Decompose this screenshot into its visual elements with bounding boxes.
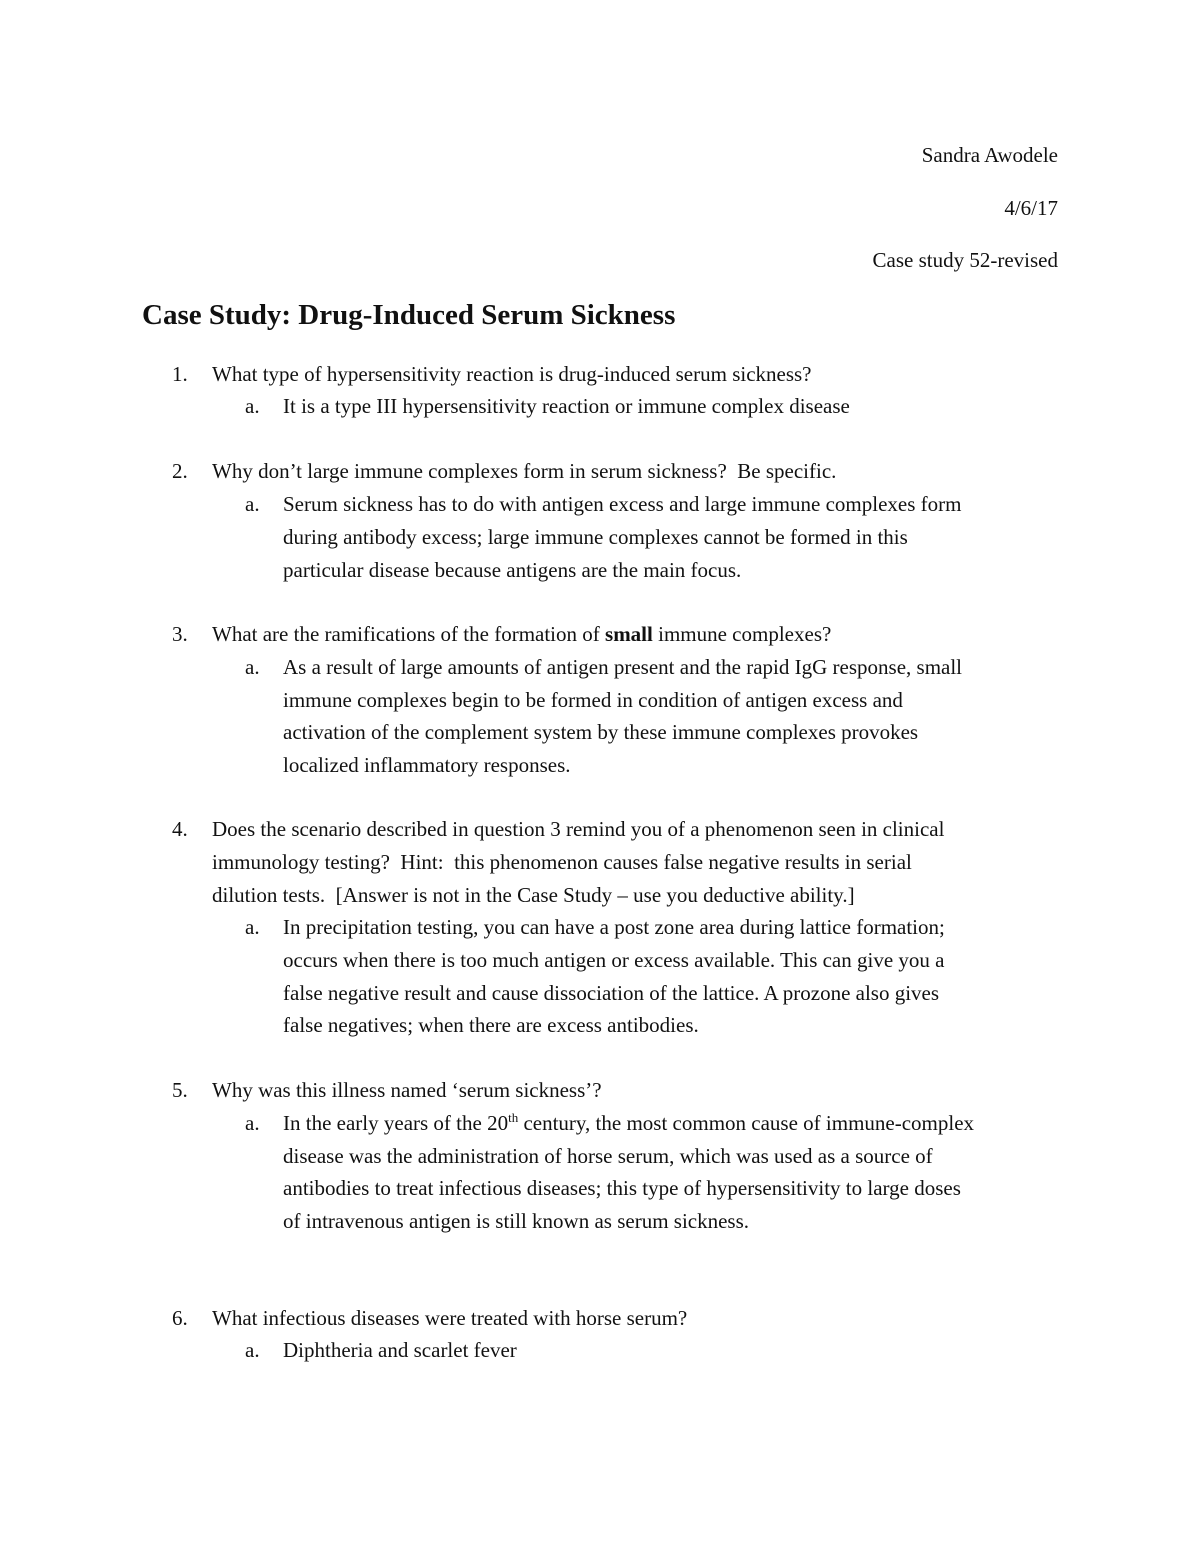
answer-letter: a. xyxy=(245,1111,260,1135)
question-number: 1. xyxy=(172,362,188,386)
question-text: Why don’t large immune complexes form in serum sickness? Be specific. xyxy=(212,459,837,483)
assignment-label: Case study 52-revised xyxy=(872,248,1058,272)
answer-letter: a. xyxy=(245,1338,260,1362)
answer-text: particular disease because antigens are the main focus. xyxy=(283,558,742,582)
question-text: What infectious diseases were treated with horse serum? xyxy=(212,1306,688,1330)
answer-text: disease was the administration of horse serum, which was used as a source of xyxy=(283,1144,933,1168)
answer-text: antibodies to treat infectious diseases; this type of hypersensitivity to large doses xyxy=(283,1176,961,1200)
answer-text: during antibody excess; large immune complexes cannot be formed in this xyxy=(283,525,908,549)
emphasis-small: small xyxy=(605,622,653,646)
answer-letter: a. xyxy=(245,394,260,418)
question-number: 4. xyxy=(172,817,188,841)
answer-text: false negative result and cause dissociation of the lattice. A prozone also gives xyxy=(283,981,940,1005)
question-text: dilution tests. [Answer is not in the Case Study – use you deductive ability.] xyxy=(212,883,855,907)
answer-text: It is a type III hypersensitivity reaction or immune complex disease xyxy=(283,394,850,418)
answer-text: occurs when there is too much antigen or excess available. This can give you a xyxy=(283,948,945,972)
answer-text: false negatives; when there are excess antibodies. xyxy=(283,1013,699,1037)
answer-letter: a. xyxy=(245,655,260,679)
answer-letter: a. xyxy=(245,492,260,516)
question-text: Why was this illness named ‘serum sickness’? xyxy=(212,1078,602,1102)
answer-text: localized inflammatory responses. xyxy=(283,753,571,777)
answer-text: As a result of large amounts of antigen present and the rapid IgG response, small xyxy=(283,655,963,679)
answer-text: of intravenous antigen is still known as serum sickness. xyxy=(283,1209,750,1233)
question-number: 2. xyxy=(172,459,188,483)
question-text: Does the scenario described in question 3 remind you of a phenomenon seen in clinical xyxy=(212,817,945,841)
question-number: 3. xyxy=(172,622,188,646)
answer-text: In precipitation testing, you can have a post zone area during lattice formation; xyxy=(283,915,945,939)
answer-text: Diphtheria and scarlet fever xyxy=(283,1338,517,1362)
question-number: 5. xyxy=(172,1078,188,1102)
question-text: immunology testing? Hint: this phenomenon causes false negative results in serial xyxy=(212,850,912,874)
page-title: Case Study: Drug-Induced Serum Sickness xyxy=(142,299,676,331)
question-text: What type of hypersensitivity reaction is drug-induced serum sickness? xyxy=(212,362,812,386)
answer-text: activation of the complement system by these immune complexes provokes xyxy=(283,720,919,744)
answer-text: immune complexes begin to be formed in condition of antigen excess and xyxy=(283,688,903,712)
document-date: 4/6/17 xyxy=(1004,196,1058,220)
answer-text: Serum sickness has to do with antigen excess and large immune complexes form xyxy=(283,492,962,516)
student-name: Sandra Awodele xyxy=(921,143,1058,167)
question-number: 6. xyxy=(172,1306,188,1330)
answer-letter: a. xyxy=(245,915,260,939)
answer-text: In the early years of the 20th century, the most common cause of immune-complex xyxy=(283,1110,975,1135)
question-text: What are the ramifications of the formation of small immune complexes? xyxy=(212,622,832,646)
ordinal-superscript: th xyxy=(508,1110,519,1125)
